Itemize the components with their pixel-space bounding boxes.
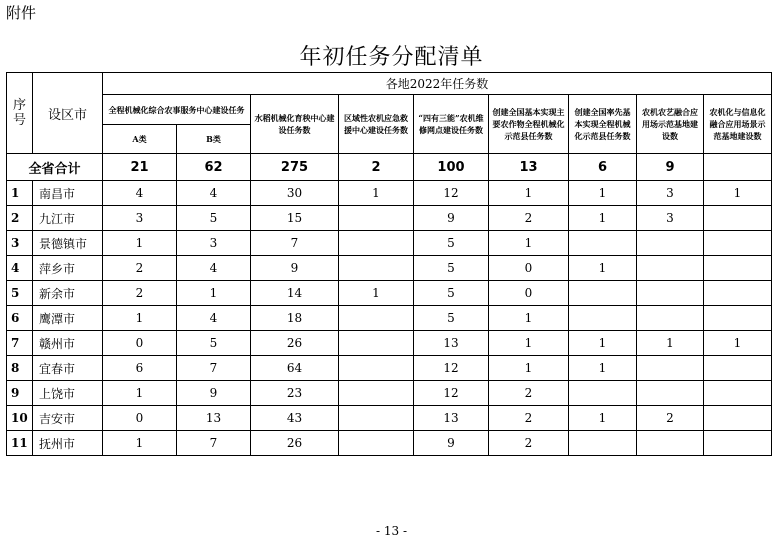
table-row [7,406,772,431]
row-city: 吉安市 [33,406,103,431]
total-cell: 13 [489,154,569,181]
row-value: 1 [489,331,569,356]
row-value [339,231,414,256]
row-value: 1 [103,431,177,456]
row-value: 1 [704,181,772,206]
total-cell: 6 [569,154,637,181]
table-row [7,281,772,306]
row-index: 1 [7,181,33,206]
row-value [339,256,414,281]
row-value: 12 [414,381,489,406]
row-value: 26 [251,331,339,356]
row-index: 7 [7,331,33,356]
row-value: 2 [489,381,569,406]
row-value: 2 [103,281,177,306]
row-value [704,356,772,381]
row-value: 1 [103,381,177,406]
row-value [569,281,637,306]
row-value: 1 [569,356,637,381]
row-index: 11 [7,431,33,456]
row-city: 宜春市 [33,356,103,381]
row-value [637,231,704,256]
row-value: 5 [177,331,251,356]
col-header-repair-outlet: “四有三能”农机维修网点建设任务数 [414,95,489,154]
sub-header-a: A类 [103,125,177,154]
row-city: 景德镇市 [33,231,103,256]
row-value: 1 [569,331,637,356]
row-value [339,331,414,356]
row-value: 13 [414,331,489,356]
row-value [704,406,772,431]
total-row [7,154,772,181]
row-value [704,206,772,231]
col-header-info-fusion-base: 农机化与信息化融合应用场景示范基地建设数 [704,95,772,154]
row-value: 1 [103,306,177,331]
row-value [637,381,704,406]
row-value [339,306,414,331]
row-value [704,256,772,281]
row-value [704,431,772,456]
total-cell: 9 [637,154,704,181]
row-index: 4 [7,256,33,281]
row-value [704,381,772,406]
annex-label: 附件 [6,4,37,22]
row-value: 0 [489,256,569,281]
row-city: 南昌市 [33,181,103,206]
row-value: 9 [414,206,489,231]
row-value: 2 [489,431,569,456]
row-value: 23 [251,381,339,406]
row-value [704,281,772,306]
table-row [7,331,772,356]
row-value: 4 [177,181,251,206]
col-header-demo-county-basic: 创建全国基本实现主要农作物全程机械化示范县任务数 [489,95,569,154]
row-value: 0 [489,281,569,306]
row-city: 新余市 [33,281,103,306]
table-row [7,231,772,256]
row-value: 12 [414,356,489,381]
row-value: 5 [414,231,489,256]
row-value: 0 [103,406,177,431]
row-value [637,256,704,281]
row-value [637,306,704,331]
row-value: 3 [103,206,177,231]
row-value: 15 [251,206,339,231]
row-city: 萍乡市 [33,256,103,281]
row-value [339,381,414,406]
row-value [339,431,414,456]
sub-header-b: B类 [177,125,251,154]
row-value: 43 [251,406,339,431]
row-index: 8 [7,356,33,381]
row-value: 4 [103,181,177,206]
row-value [339,356,414,381]
row-value [569,306,637,331]
col-header-agri-fusion-base: 农机农艺融合应用场示范基地建设数 [637,95,704,154]
col-header-rice-seedling: 水稻机械化育秧中心建设任务数 [251,95,339,154]
task-table [6,72,772,456]
row-value: 18 [251,306,339,331]
row-city: 九江市 [33,206,103,231]
city-rows [7,181,772,456]
row-value: 64 [251,356,339,381]
row-city: 抚州市 [33,431,103,456]
row-city: 赣州市 [33,331,103,356]
row-value: 1 [704,331,772,356]
row-value: 6 [103,356,177,381]
row-value: 3 [637,206,704,231]
table-row [7,306,772,331]
row-value: 2 [489,406,569,431]
row-value [637,431,704,456]
row-value: 7 [177,431,251,456]
row-value [569,431,637,456]
row-value: 3 [177,231,251,256]
page-number: - 13 - [375,524,407,538]
row-value [339,206,414,231]
table-row [7,256,772,281]
row-value: 1 [637,331,704,356]
table-row [7,431,772,456]
table-row [7,381,772,406]
row-value: 4 [177,306,251,331]
row-index: 5 [7,281,33,306]
row-value: 1 [569,256,637,281]
row-value: 4 [177,256,251,281]
total-cell: 2 [339,154,414,181]
col-header-emergency-rescue: 区域性农机应急救援中心建设任务数 [339,95,414,154]
row-value: 9 [251,256,339,281]
row-value: 12 [414,181,489,206]
row-value: 1 [569,181,637,206]
row-value: 30 [251,181,339,206]
col-header-service-center: 全程机械化综合农事服务中心建设任务 [103,95,251,125]
index-header: 序号 [7,73,33,154]
row-value: 1 [569,406,637,431]
total-cell [704,154,772,181]
total-label: 全省合计 [7,154,103,181]
row-value: 2 [103,256,177,281]
row-value: 1 [177,281,251,306]
table-row [7,206,772,231]
row-value [637,356,704,381]
row-value: 1 [489,181,569,206]
row-value: 1 [339,281,414,306]
row-value: 9 [414,431,489,456]
row-value [704,306,772,331]
row-index: 10 [7,406,33,431]
row-value: 13 [414,406,489,431]
page-title: 年初任务分配清单 [299,45,484,70]
row-value: 1 [339,181,414,206]
row-value: 14 [251,281,339,306]
row-value: 26 [251,431,339,456]
row-value: 5 [414,306,489,331]
row-value: 0 [103,331,177,356]
row-value: 9 [177,381,251,406]
row-value: 13 [177,406,251,431]
total-cell: 100 [414,154,489,181]
table-row [7,181,772,206]
row-value: 1 [489,356,569,381]
city-header: 设区市 [33,73,103,154]
table-row [7,356,772,381]
row-value: 1 [103,231,177,256]
total-cell: 62 [177,154,251,181]
row-value: 5 [414,256,489,281]
row-city: 上饶市 [33,381,103,406]
row-value: 1 [489,231,569,256]
col-header-demo-county-lead: 创建全国率先基本实现全程机械化示范县任务数 [569,95,637,154]
total-cell: 275 [251,154,339,181]
row-value: 7 [177,356,251,381]
row-value: 2 [489,206,569,231]
row-value [637,281,704,306]
row-index: 2 [7,206,33,231]
row-index: 3 [7,231,33,256]
row-value: 3 [637,181,704,206]
row-value: 5 [177,206,251,231]
row-value [704,231,772,256]
row-value: 2 [637,406,704,431]
total-cell: 21 [103,154,177,181]
row-value [339,406,414,431]
row-city: 鹰潭市 [33,306,103,331]
region-tasks-header: 各地2022年任务数 [103,73,772,95]
row-index: 6 [7,306,33,331]
row-value: 1 [489,306,569,331]
row-value: 1 [569,206,637,231]
row-value [569,231,637,256]
row-value [569,381,637,406]
row-value: 5 [414,281,489,306]
row-index: 9 [7,381,33,406]
row-value: 7 [251,231,339,256]
